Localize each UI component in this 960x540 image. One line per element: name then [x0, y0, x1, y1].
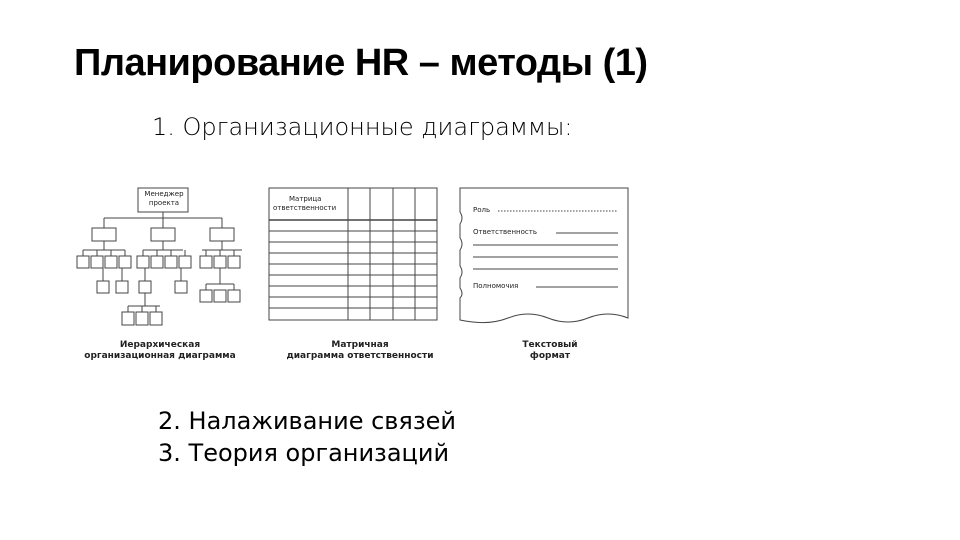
matrix-caption: Матричная диаграмма ответственности [286, 340, 434, 361]
methods-list [158, 405, 456, 469]
role-label: Роль [473, 206, 491, 214]
slide-subtitle: 1. Организационные диаграммы: [152, 113, 573, 141]
matrix-header: Матрица ответственности [273, 195, 337, 212]
slide-title: Планирование HR – методы (1) [74, 42, 648, 84]
responsibility-label: Ответственность [473, 228, 537, 236]
top-manager-label: Менеджер проекта [144, 190, 184, 207]
hierarchy-caption: Иерархическая организационная диаграмма [84, 340, 236, 361]
org-diagrams-figure [60, 180, 650, 370]
text-format-caption: Текстовый формат [522, 340, 578, 361]
authority-label: Полномочия [473, 282, 519, 290]
list-item: 3. Теория организаций [158, 439, 450, 467]
list-item: 2. Налаживание связей [158, 407, 456, 435]
